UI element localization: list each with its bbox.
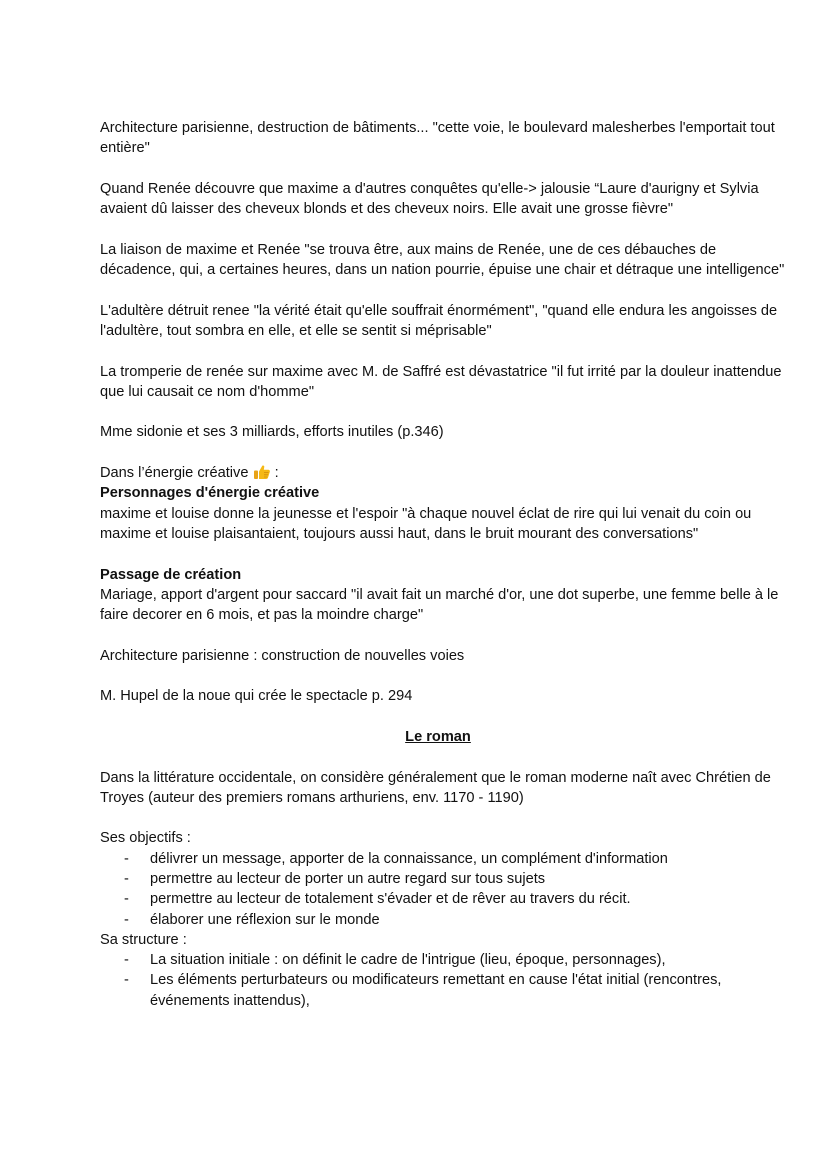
paragraph: Mariage, apport d'argent pour saccard "il avait fait un marché d'or, une dot superbe, une femme belle à le faire decorer en 6 mois, et pas la moindre charge" bbox=[100, 586, 779, 624]
energie-creative-line bbox=[100, 463, 788, 483]
list-item bbox=[100, 869, 788, 889]
list-item bbox=[100, 849, 788, 869]
section-heading-passage: Passage de création bbox=[100, 566, 242, 583]
section-heading-personnages: Personnages d'énergie créative bbox=[100, 485, 320, 502]
objectifs-list bbox=[100, 849, 788, 930]
dash-bullet: - bbox=[124, 850, 129, 867]
paragraph: Architecture parisienne, destruction de bâtiments... "cette voie, le boulevard malesherbes l'emportait tout entière" bbox=[100, 120, 775, 157]
dash-bullet: - bbox=[124, 870, 129, 887]
list-item-text: Les éléments perturbateurs ou modificateurs remettant en cause l'état initial (rencontres, événements inattendus), bbox=[150, 972, 722, 1009]
list-item bbox=[100, 970, 788, 1011]
list-item bbox=[100, 950, 788, 970]
energie-creative-colon: : bbox=[270, 465, 279, 482]
paragraph: La tromperie de renée sur maxime avec M. de Saffré est dévastatrice "il fut irrité par la douleur inattendue que lui causait ce nom d'homme" bbox=[100, 363, 782, 400]
structure-list bbox=[100, 950, 788, 1011]
dash-bullet: - bbox=[124, 891, 129, 908]
energie-creative-text: Dans l’énergie créative bbox=[100, 465, 249, 482]
list-item-text: permettre au lecteur de porter un autre regard sur tous sujets bbox=[150, 870, 546, 887]
section-title-le-roman: Le roman bbox=[405, 728, 471, 745]
list-item bbox=[100, 889, 788, 909]
objectifs-label: Ses objectifs : bbox=[100, 830, 191, 847]
thumbs-up-icon bbox=[253, 464, 271, 480]
paragraph: Architecture parisienne : construction de nouvelles voies bbox=[100, 647, 465, 664]
paragraph: La liaison de maxime et Renée "se trouva être, aux mains de Renée, une de ces débauches de décadence, qui, a certaines heures, dans un nation pourrie, épuise une chair et détraque une intelligence" bbox=[100, 241, 785, 279]
dash-bullet: - bbox=[124, 952, 129, 969]
paragraph: L'adultère détruit renee "la vérité était qu'elle souffrait énormément", "quand elle endura les angoisses de l'adultère, tout sombra en elle, et elle se sentit si méprisable" bbox=[100, 302, 778, 339]
list-item-text: élaborer une réflexion sur le monde bbox=[150, 911, 380, 928]
structure-label: Sa structure : bbox=[100, 931, 187, 948]
list-item-text: permettre au lecteur de totalement s'évader et de rêver au travers du récit. bbox=[150, 891, 631, 908]
list-item bbox=[100, 910, 788, 930]
list-item-text: délivrer un message, apporter de la connaissance, un complément d'information bbox=[150, 850, 668, 867]
paragraph: M. Hupel de la noue qui crée le spectacle p. 294 bbox=[100, 688, 413, 705]
paragraph: Quand Renée découvre que maxime a d'autres conquêtes qu'elle-> jalousie “Laure d'aurigny et Sylvia avaient dû laisser des cheveux blonds et des cheveux noirs. Elle avait une grosse fièvre" bbox=[100, 180, 759, 218]
list-item-text: La situation initiale : on définit le cadre de l'intrigue (lieu, époque, personnages), bbox=[150, 952, 666, 969]
paragraph: Dans la littérature occidentale, on considère généralement que le roman moderne naît avec Chrétien de Troyes (auteur des premiers romans arthuriens, env. 1170 - 1190) bbox=[100, 769, 771, 806]
dash-bullet: - bbox=[124, 972, 129, 989]
paragraph: maxime et louise donne la jeunesse et l'espoir "à chaque nouvel éclat de rire qui lui venait du coin ou maxime et louise plaisantaient, toujours aussi haut, dans le bruit mourant des conversations" bbox=[100, 505, 752, 542]
dash-bullet: - bbox=[124, 911, 129, 928]
paragraph: Mme sidonie et ses 3 milliards, efforts inutiles (p.346) bbox=[100, 424, 444, 441]
